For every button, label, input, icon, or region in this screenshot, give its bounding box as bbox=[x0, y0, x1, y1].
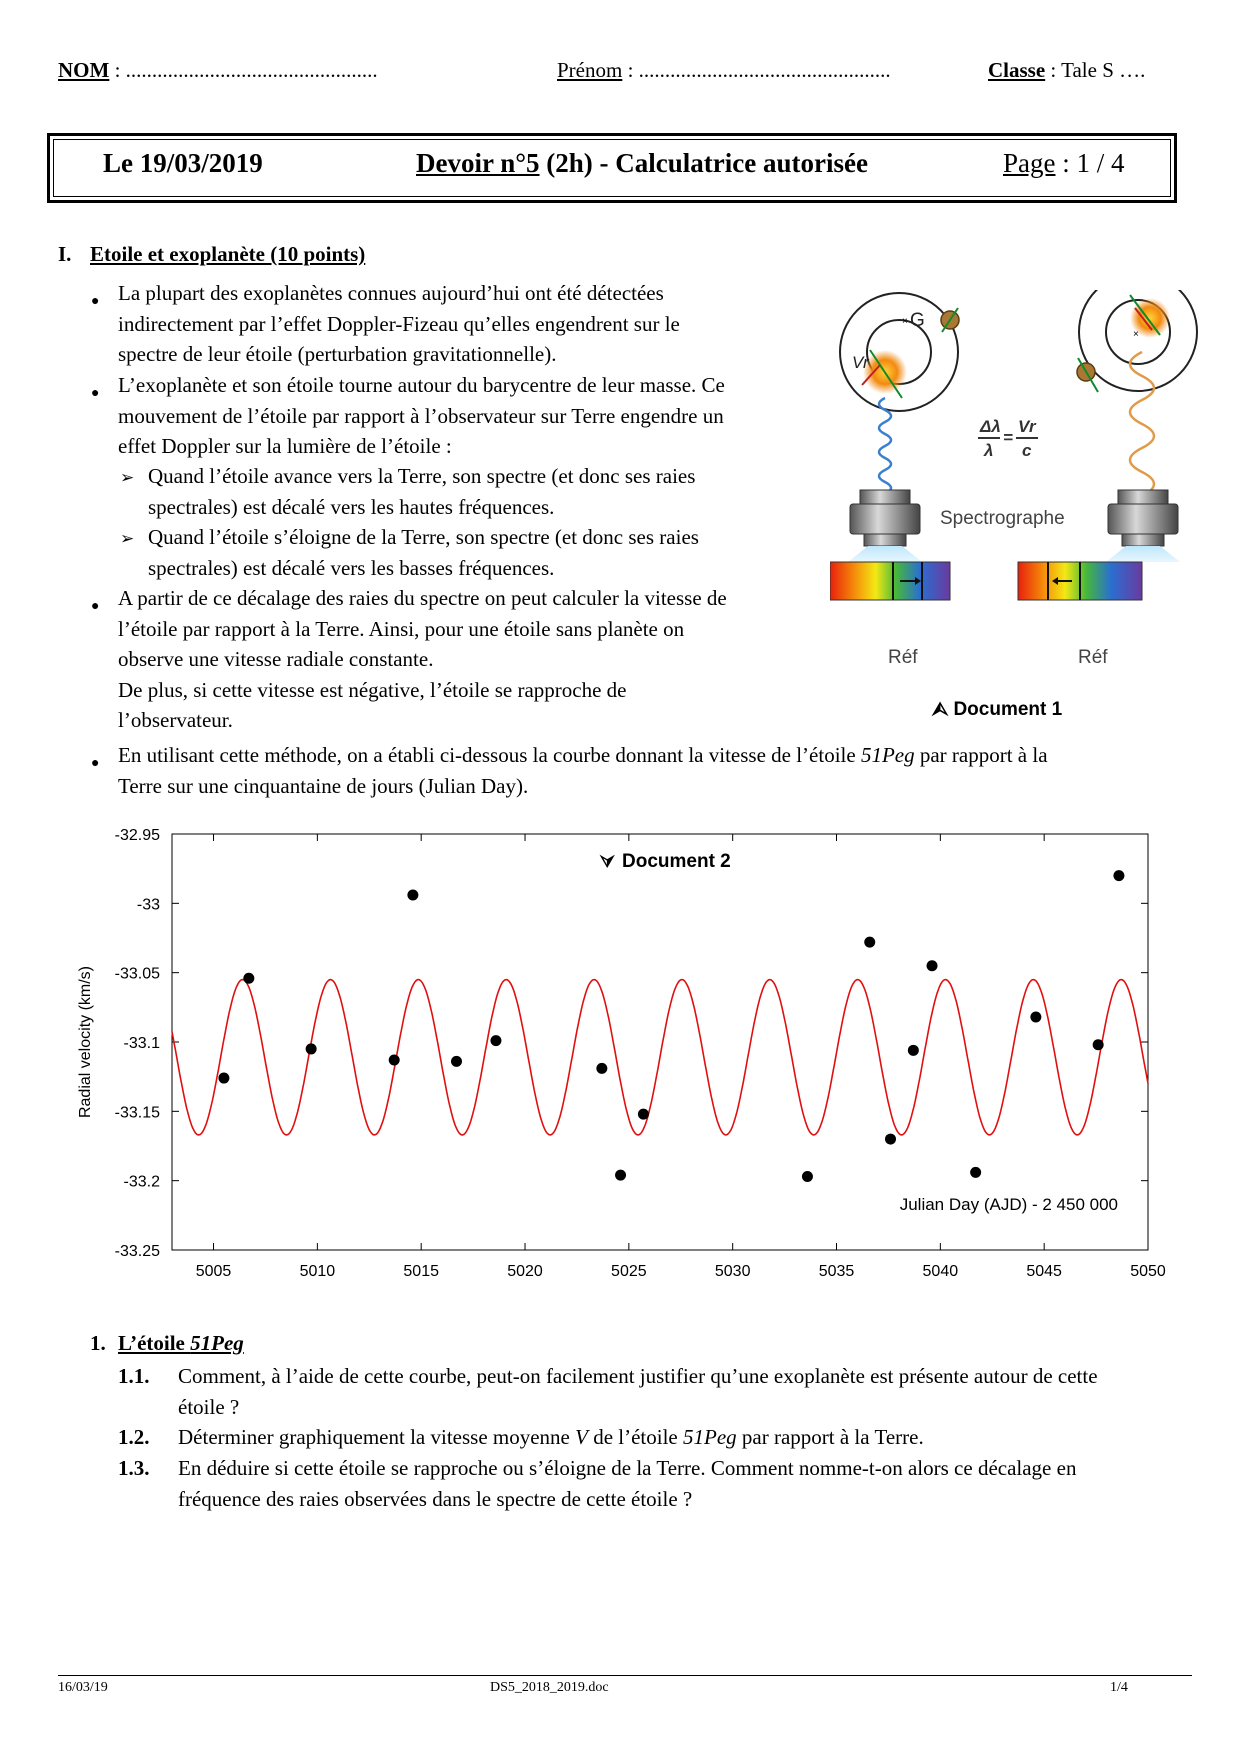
question-1-3-number: 1.3. bbox=[118, 1456, 150, 1480]
y-axis-label: Radial velocity (km/s) bbox=[77, 965, 94, 1119]
svg-text:=: = bbox=[1003, 428, 1013, 447]
svg-text:×: × bbox=[1133, 329, 1139, 340]
question-1-3: En déduire si cette étoile se rapproche ou s’éloigne de la Terre. Comment nomme-t-on alors ce décalage en fréquence des raies observées dans le spectre de cette étoile ? bbox=[178, 1456, 1077, 1511]
section-number: I. bbox=[58, 242, 72, 266]
page-value: : 1 / 4 bbox=[1055, 148, 1125, 178]
arrow-bullet-icon: ➢ bbox=[120, 468, 135, 487]
classe-value: : Tale S …. bbox=[1045, 58, 1146, 82]
reference-label-right: Réf bbox=[1078, 647, 1108, 668]
svg-text:λ: λ bbox=[984, 441, 994, 460]
x-tick-label: 5020 bbox=[507, 1263, 543, 1280]
x-tick-label: 5025 bbox=[611, 1263, 647, 1280]
x-tick-label: 5010 bbox=[299, 1263, 336, 1280]
spectrograph-left bbox=[848, 490, 922, 562]
y-tick-label: -33.25 bbox=[114, 1243, 160, 1260]
data-point bbox=[596, 1063, 607, 1074]
y-tick-label: -33 bbox=[136, 896, 160, 914]
document1-caption: ⮙ Document 1 bbox=[932, 699, 1063, 720]
orbit-system-right bbox=[1077, 290, 1197, 496]
x-tick-label: 5045 bbox=[1026, 1263, 1062, 1280]
data-point bbox=[490, 1035, 501, 1046]
bullet-4: En utilisant cette méthode, on a établi ci-dessous la courbe donnant la vitesse de l’étoile 51Peg par rapport à la Terre sur une cinquantaine de jours (Julian Day). bbox=[118, 743, 1048, 798]
footer-divider bbox=[58, 1675, 1192, 1676]
exam-title bbox=[416, 148, 868, 179]
part-number: 1. bbox=[90, 1331, 106, 1355]
bullet-dot: ● bbox=[91, 386, 100, 401]
question-1-2: Déterminer graphiquement la vitesse moyenne V de l’étoile 51Peg par rapport à la Terre. bbox=[178, 1425, 924, 1449]
x-tick-label: 5050 bbox=[1130, 1263, 1166, 1280]
chart-title bbox=[599, 851, 731, 872]
reference-label-left: Réf bbox=[888, 647, 918, 668]
data-point bbox=[927, 960, 938, 971]
svg-text:Document 2: Document 2 bbox=[622, 851, 731, 872]
footer-date: 16/03/19 bbox=[58, 1680, 108, 1695]
x-tick-label: 5030 bbox=[714, 1263, 751, 1280]
y-tick-label: -32.95 bbox=[114, 827, 160, 844]
x-axis-label: Julian Day (AJD) - 2 450 000 bbox=[899, 1195, 1118, 1214]
bullet-dot: ● bbox=[91, 294, 100, 309]
bullet-2: L’exoplanète et son étoile tourne autour du barycentre de leur masse. Ce mouvement de l’étoile par rapport à l’observateur sur Terre engendre un effet Doppler sur la lumière de l’étoile : bbox=[118, 373, 725, 458]
page-label: Page bbox=[1003, 148, 1056, 178]
spectrum-right bbox=[1018, 562, 1142, 600]
svg-text:Vr: Vr bbox=[1018, 417, 1036, 436]
plot-frame bbox=[172, 834, 1148, 1250]
x-tick-label: 5035 bbox=[818, 1263, 855, 1280]
y-tick-label: -33.15 bbox=[114, 1104, 160, 1122]
nom-field bbox=[58, 58, 378, 83]
prenom-field bbox=[557, 58, 891, 83]
footer-filename: DS5_2018_2019.doc bbox=[490, 1680, 609, 1695]
y-tick-label: -33.2 bbox=[123, 1173, 160, 1191]
bullet-dot: ● bbox=[91, 599, 100, 614]
question-1-1: Comment, à l’aide de cette courbe, peut-on facilement justifier qu’une exoplanète est présente autour de cette étoile ? bbox=[178, 1364, 1098, 1419]
data-point bbox=[638, 1109, 649, 1120]
y-tick-label: -33.1 bbox=[123, 1035, 160, 1052]
barycenter-label: G bbox=[910, 310, 925, 331]
classe-label: Classe bbox=[988, 58, 1046, 82]
data-point bbox=[802, 1171, 813, 1182]
exam-date: Le 19/03/2019 bbox=[103, 148, 263, 178]
question-1-2-number: 1.2. bbox=[118, 1425, 150, 1449]
arrow-bullet-icon: ➢ bbox=[120, 529, 135, 548]
data-point bbox=[1030, 1012, 1041, 1023]
sub-bullet-1: Quand l’étoile avance vers la Terre, son spectre (et donc ses raies spectrales) est décalé vers les hautes fréquences. bbox=[148, 464, 696, 519]
document1-illustration bbox=[830, 290, 1220, 730]
data-point bbox=[864, 937, 875, 948]
x-tick-label: 5015 bbox=[403, 1263, 439, 1280]
sinusoidal-fit-curve bbox=[172, 980, 1148, 1135]
bullet-3: A partir de ce décalage des raies du spectre on peut calculer la vitesse de l’étoile par rapport à la Terre. Ainsi, pour une étoile sans planète on observe une vitesse radiale constante. De plus, si cette vitesse est négative, l’étoile se rapproche de l’observateur. bbox=[118, 586, 727, 732]
data-point bbox=[451, 1056, 462, 1067]
sub-bullet-2: Quand l’étoile s’éloigne de la Terre, son spectre (et donc ses raies spectrales) est décalé vers les basses fréquences. bbox=[148, 525, 699, 580]
up-arrow-icon: ⮙ bbox=[932, 699, 949, 720]
devoir-label: Devoir n°5 bbox=[416, 148, 540, 178]
x-tick-label: 5005 bbox=[195, 1263, 232, 1280]
red-light-wave bbox=[1130, 352, 1154, 496]
svg-text:×: × bbox=[902, 316, 908, 327]
vr-label: Vr bbox=[852, 353, 869, 372]
nom-dots: : ................................................ bbox=[109, 58, 378, 82]
data-point bbox=[389, 1055, 400, 1066]
spectrum-left bbox=[830, 562, 950, 600]
data-point bbox=[1093, 1039, 1104, 1050]
data-point bbox=[218, 1073, 229, 1084]
data-point bbox=[306, 1043, 317, 1054]
data-point bbox=[1113, 870, 1124, 881]
page-indicator bbox=[1003, 148, 1125, 179]
svg-text:c: c bbox=[1022, 441, 1032, 460]
prenom-label: Prénom bbox=[557, 58, 623, 82]
devoir-rest: (2h) - Calculatrice autorisée bbox=[539, 148, 868, 178]
footer-page: 1/4 bbox=[1110, 1680, 1128, 1695]
data-point bbox=[407, 890, 418, 901]
svg-text:Δλ: Δλ bbox=[980, 417, 1001, 436]
nom-label: NOM bbox=[58, 58, 110, 82]
orbit-system-left bbox=[840, 293, 959, 506]
prenom-dots: : ................................................ bbox=[622, 58, 891, 82]
radial-velocity-chart bbox=[60, 820, 1200, 1290]
section-title: Etoile et exoplanète (10 points) bbox=[90, 242, 366, 266]
spectrograph-label: Spectrographe bbox=[940, 508, 1065, 529]
y-tick-label: -33.05 bbox=[114, 965, 160, 983]
down-arrow-icon: ⮛ bbox=[600, 852, 615, 872]
classe-field bbox=[988, 58, 1145, 83]
data-point bbox=[970, 1167, 981, 1178]
question-1-1-number: 1.1. bbox=[118, 1364, 150, 1388]
part-title: L’étoile 51Peg bbox=[118, 1331, 244, 1355]
doppler-formula bbox=[978, 417, 1038, 460]
data-point bbox=[243, 973, 254, 984]
x-tick-label: 5040 bbox=[922, 1263, 959, 1280]
spectrograph-right bbox=[1106, 490, 1180, 562]
data-point bbox=[908, 1045, 919, 1056]
data-point bbox=[885, 1134, 896, 1145]
bullet-dot: ● bbox=[91, 756, 100, 771]
data-point bbox=[615, 1170, 626, 1181]
bullet-1: La plupart des exoplanètes connues aujourd’hui ont été détectées indirectement par l’effet Doppler-Fizeau qu’elles engendrent sur le spectre de leur étoile (perturbation gravitationnelle). bbox=[118, 281, 680, 366]
